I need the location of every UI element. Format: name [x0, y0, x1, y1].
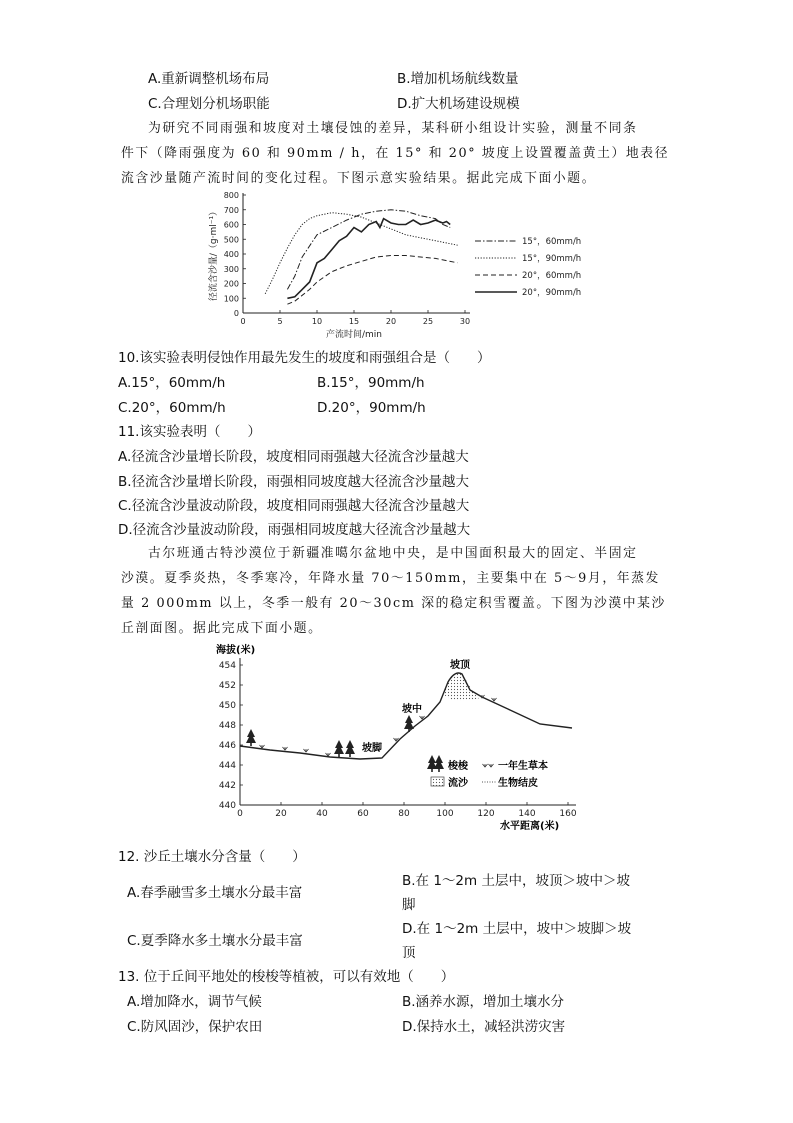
q10-option-a: A.15°，60mm/h — [118, 375, 226, 391]
legend-crust: 生物结皮 — [498, 778, 538, 789]
q10-option-b: B.15°，90mm/h — [317, 375, 425, 391]
y-tick: 452 — [218, 681, 236, 691]
q13-option-c: C.防风固沙，保护农田 — [127, 1019, 263, 1035]
chart-legend-label: 20°，60mm/h — [522, 271, 582, 281]
passage1-line3: 流含沙量随产流时间的变化过程。下图示意实验结果。据此完成下面小题。 — [121, 171, 597, 186]
chart-legend-label: 15°，90mm/h — [522, 254, 582, 264]
chart-y-tick-label: 100 — [223, 294, 239, 304]
saxaul-legend-icon — [427, 755, 437, 772]
q9-option-b: B.增加机场航线数量 — [397, 71, 519, 87]
q13-stem: 13. 位于丘间平地处的梭梭等植被，可以有效地（ ） — [118, 969, 455, 985]
herb-icon — [304, 749, 309, 752]
q11-option-b: B.径流含沙量增长阶段，雨强相同坡度越大径流含沙量越大 — [118, 474, 470, 490]
chart-x-tick-label: 10 — [311, 317, 323, 326]
chart-x-tick-label: 0 — [240, 317, 246, 326]
chart-x-tick-label: 15 — [348, 317, 360, 326]
saxaul-icon — [404, 715, 414, 732]
herb-icon — [260, 745, 265, 748]
q9-option-d: D.扩大机场建设规模 — [397, 96, 520, 112]
herb-icon — [283, 747, 288, 750]
legend-sand: 流沙 — [448, 778, 468, 789]
herb-icon — [326, 753, 331, 756]
x-tick: 60 — [357, 809, 369, 819]
y-tick: 442 — [218, 781, 236, 791]
chart-legend-label: 15°，60mm/h — [522, 237, 582, 247]
profile-y-ticks — [219, 661, 243, 811]
profile-x-axis-label: 水平距离(米) — [500, 821, 560, 832]
chart-series-line — [265, 213, 457, 294]
chart-legend-label: 20°，90mm/h — [522, 288, 582, 298]
saxaul-icon — [246, 729, 256, 746]
y-tick: 454 — [218, 661, 236, 671]
y-tick: 446 — [218, 741, 236, 751]
q11-stem: 11.该实验表明（ ） — [118, 424, 261, 440]
x-tick: 0 — [237, 809, 243, 819]
chart-x-axis-label: 产流时间/min — [325, 330, 383, 340]
q12-option-d-line2: 顶 — [402, 945, 416, 961]
q9-option-c: C.合理划分机场职能 — [148, 96, 270, 112]
chart-y-tick-label: 800 — [223, 191, 239, 200]
flowing-sand-patch — [444, 673, 480, 701]
q13-option-b: B.涵养水源，增加土壤水分 — [402, 994, 565, 1010]
y-tick: 444 — [218, 761, 236, 771]
passage2-line2: 沙漠。夏季炎热，冬季寒冷，年降水量 70～150mm，主要集中在 5～9月，年蒸发 — [121, 571, 660, 586]
chart-y-tick-label: 500 — [223, 235, 239, 245]
chart-x-tick-label: 5 — [277, 317, 283, 326]
q11-option-c: C.径流含沙量波动阶段，坡度相同雨强越大径流含沙量越大 — [118, 498, 470, 514]
q11-option-d: D.径流含沙量波动阶段，雨强相同坡度越大径流含沙量越大 — [118, 522, 471, 538]
q10-stem: 10.该实验表明侵蚀作用最先发生的坡度和雨强组合是（ ） — [118, 350, 491, 366]
q9-option-a: A.重新调整机场布局 — [148, 71, 270, 87]
x-tick: 20 — [275, 809, 287, 819]
legend-herb: 一年生草本 — [498, 761, 548, 772]
chart-y-tick-label: 300 — [223, 264, 239, 274]
q12-option-d-line1: D.在 1～2m 土层中，坡中＞坡脚＞坡 — [402, 921, 632, 937]
x-tick: 40 — [316, 809, 328, 819]
y-tick: 450 — [218, 701, 236, 711]
x-tick: 80 — [398, 809, 410, 819]
q12-option-a: A.春季融雪多土壤水分最丰富 — [127, 885, 303, 901]
q13-option-a: A.增加降水，调节气候 — [127, 994, 262, 1010]
x-tick: 140 — [518, 809, 536, 819]
legend-saxaul: 梭梭 — [448, 761, 468, 772]
sand-legend-swatch — [431, 777, 444, 786]
passage2-line1: 古尔班通古特沙漠位于新疆准噶尔盆地中央，是中国面积最大的固定、半固定 — [148, 546, 638, 561]
x-tick: 160 — [559, 809, 577, 819]
passage2-line3: 量 2 000mm 以上，冬季一般有 20～30cm 深的稳定积雪覆盖。下图为沙漠中某沙 — [121, 596, 666, 611]
x-tick: 100 — [436, 809, 454, 819]
profile-legend — [427, 755, 548, 789]
herb-legend-icon — [489, 764, 494, 767]
chart-y-tick-label: 200 — [223, 279, 239, 289]
chart-y-axis-label: 径流含沙量/（g·ml⁻¹） — [209, 206, 219, 302]
chart-y-tick-label: 600 — [223, 220, 239, 230]
chart-y-tick-label: 0 — [233, 309, 239, 318]
q11-option-a: A.径流含沙量增长阶段，坡度相同雨强越大径流含沙量越大 — [118, 449, 469, 465]
profile-y-axis-label: 海拔(米) — [216, 645, 256, 656]
chart-x-tick-label: 25 — [422, 317, 434, 326]
q12-stem: 12. 沙丘土壤水分含量（ ） — [118, 849, 306, 865]
x-tick: 120 — [477, 809, 495, 819]
chart-y-tick-label: 700 — [223, 205, 239, 215]
q10-option-c: C.20°，60mm/h — [118, 400, 226, 416]
chart-series-line — [287, 256, 457, 305]
passage1-line2: 件下（降雨强度为 60 和 90mm / h，在 15° 和 20° 坡度上设置覆盖黄土）地表径 — [121, 146, 670, 161]
q13-option-d: D.保持水土，减轻洪涝灾害 — [402, 1019, 566, 1035]
label-dune-middle: 坡中 — [402, 704, 422, 715]
chart-y-tick-label: 400 — [223, 250, 239, 259]
herb-icon — [492, 698, 497, 701]
passage2-line4: 丘剖面图。据此完成下面小题。 — [121, 621, 323, 636]
q12-option-b-line1: B.在 1～2m 土层中，坡顶＞坡中＞坡 — [402, 873, 630, 889]
herb-legend-icon — [483, 764, 488, 767]
q12-option-c: C.夏季降水多土壤水分最丰富 — [127, 933, 303, 949]
chart-x-tick-label: 20 — [385, 317, 397, 326]
dune-profile-diagram — [210, 640, 590, 835]
sediment-chart — [200, 185, 600, 345]
q10-option-d: D.20°，90mm/h — [317, 400, 426, 416]
label-dune-foot: 坡脚 — [362, 743, 382, 754]
saxaul-icon — [345, 740, 355, 757]
passage1-line1: 为研究不同雨强和坡度对土壤侵蚀的差异，某科研小组设计实验，测量不同条 — [148, 121, 638, 136]
chart-series-line — [287, 219, 450, 299]
chart-x-tick-label: 30 — [459, 317, 471, 326]
q12-option-b-line2: 脚 — [402, 897, 416, 913]
saxaul-icon — [334, 740, 344, 757]
dune-profile-line — [240, 673, 572, 759]
y-tick: 440 — [218, 801, 236, 811]
saxaul-legend-icon — [434, 755, 444, 772]
y-tick: 448 — [218, 721, 236, 731]
label-dune-top: 坡顶 — [450, 660, 470, 671]
